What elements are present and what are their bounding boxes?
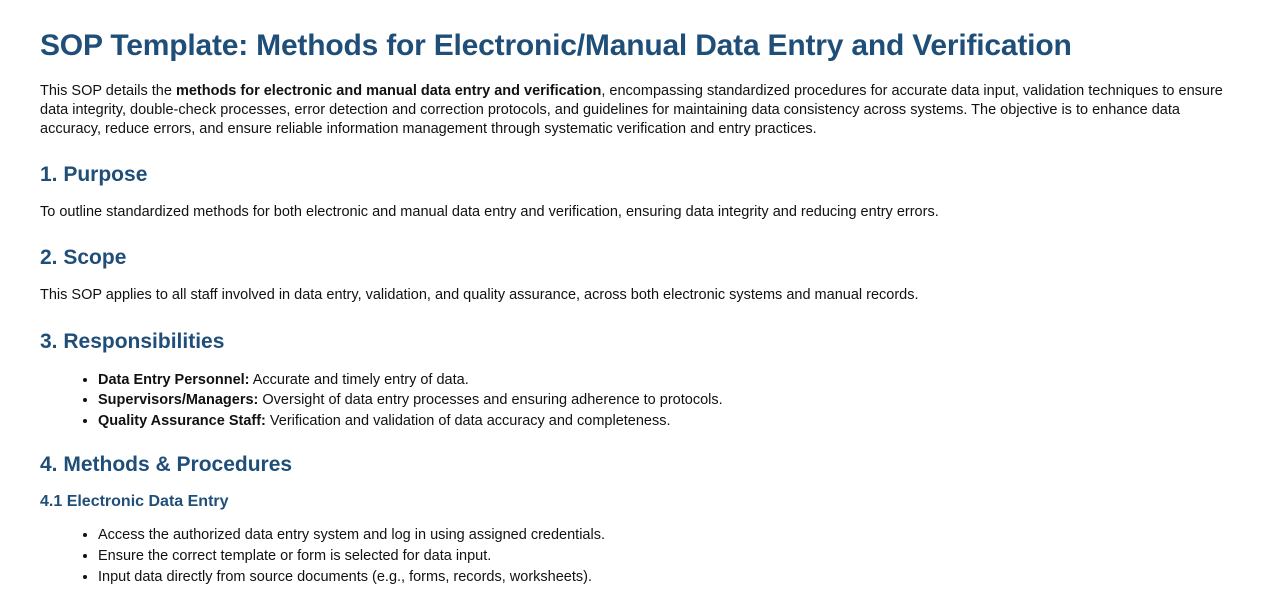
- list-item: [98, 370, 1223, 391]
- section-heading-responsibilities: 3. Responsibilities: [40, 329, 225, 353]
- section-heading-scope: 2. Scope: [40, 246, 127, 270]
- list-item-text: Verification and validation of data accuracy and completeness.: [265, 412, 671, 429]
- section-text-purpose: To outline standardized methods for both electronic and manual data entry and verification, ensuring data integrity and reducing entry errors.: [40, 203, 939, 220]
- list-item-text: Oversight of data entry processes and ensuring adherence to protocols.: [258, 392, 723, 409]
- section-heading-purpose: 1. Purpose: [40, 162, 148, 186]
- intro-lead: This SOP details the: [40, 83, 176, 99]
- electronic-data-entry-list: [40, 525, 1223, 587]
- list-item: [98, 390, 1223, 411]
- section-heading-methods: 4. Methods & Procedures: [40, 453, 293, 477]
- section-text-scope: This SOP applies to all staff involved in data entry, validation, and quality assurance, across both electronic systems and manual records.: [40, 287, 919, 304]
- list-item: [98, 411, 1223, 432]
- intro-paragraph: [40, 82, 1223, 139]
- list-item-label: Data Entry Personnel:: [98, 371, 250, 388]
- list-item: • Input data directly from source documents (e.g., forms, records, worksheets).: [98, 567, 1223, 588]
- intro-bold: methods for electronic and manual data entry and verification: [175, 83, 602, 99]
- intro-rest: , encompassing standardized procedures for accurate data input, validation techniques to ensure data integrity, double-check processes, error detection and correction protocols, and guidelines for maintaining data consistency across systems. The objective is to enhance data accuracy, reduce errors, and ensure reliable information management through systematic verification and entry practices.: [40, 83, 1223, 137]
- list-item-label: Quality Assurance Staff:: [98, 412, 266, 429]
- list-item-label: Supervisors/Managers:: [98, 392, 259, 409]
- responsibilities-list: [40, 370, 1223, 432]
- subsection-heading-electronic-data-entry: 4.1 Electronic Data Entry: [40, 493, 229, 511]
- page-title: SOP Template: Methods for Electronic/Manual Data Entry and Verification: [40, 29, 1072, 62]
- list-item: • Ensure the correct template or form is selected for data input.: [98, 546, 1223, 567]
- list-item-text: Accurate and timely entry of data.: [249, 371, 469, 388]
- list-item: • Access the authorized data entry system and log in using assigned credentials.: [98, 525, 1223, 546]
